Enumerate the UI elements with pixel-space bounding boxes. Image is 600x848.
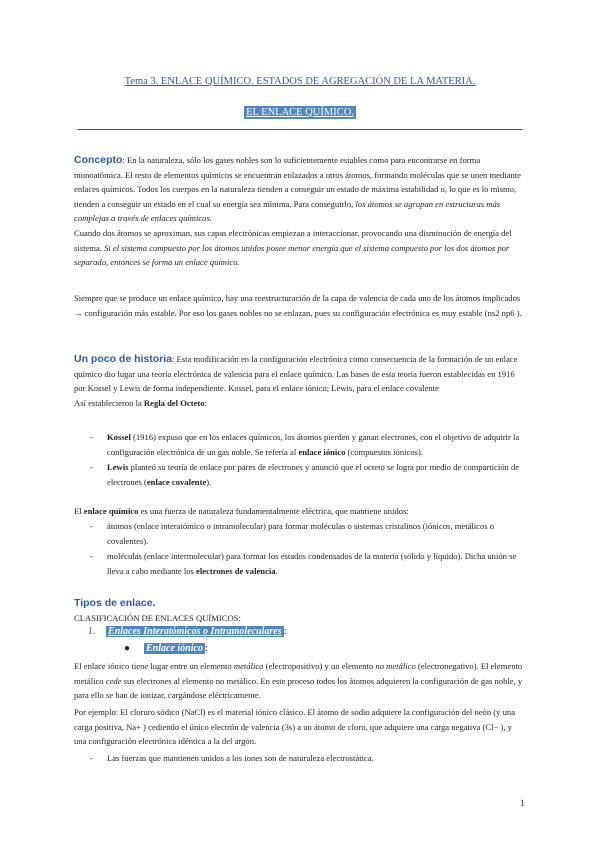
dash-marker: -: [90, 462, 93, 472]
electrostatic-item: - Las fuerzas que mantienen unidos a los iones son de naturaleza electrostática.: [90, 751, 526, 766]
dash-marker: -: [90, 432, 93, 442]
page-number: 1: [520, 798, 525, 808]
divider: [77, 129, 523, 130]
classification-heading: CLASIFICACIÓN DE ENLACES QUÍMICOS:: [74, 613, 241, 623]
dash-marker: -: [90, 753, 93, 763]
ionic-bullet: ● Enlace iónico :: [124, 643, 208, 654]
section-title: EL ENLACE QUÍMICO.: [246, 107, 354, 118]
dash-marker: -: [90, 551, 93, 561]
interatomic-heading: 1. Enlaces Interatómicos o Intramoleculares :: [88, 626, 287, 637]
definition-item-2: - moléculas (enlace intermolecular) para formar los estados condensados de la materia (sólido y líquido). Dicha unión se lleva a cabo mediante los electrones de valencia.: [90, 551, 517, 576]
ionic-paragraph: El enlace iónico tiene lugar entre un elemento metálico (electropositivo) y un elemento no metálico (electronegativo). El elemento metálico cede sus electrones al elemento no metálico. En este proceso todos los átomos adquieren la configuración de gas noble, y para ello se han de ionizar, cargándose eléctricamente.: [74, 661, 523, 701]
definition-paragraph: El enlace químico es una fuerza de naturaleza fundamentalmente eléctrica, que mantiene unidos:: [74, 506, 409, 516]
document-title: Tema 3. ENLACE QUÍMICO. ESTADOS DE AGREGACIÓN DE LA MATERIA.: [124, 76, 476, 87]
history-paragraph: Un poco de historia: Esta modificación en la configuración electrónica como consecuencia de la formación de un enlace químico dio lugar una teoría electrónica de valencia para el enlace químico. Las bases de esta teoría fueron establecidas en 1916 por Kossel y Lewis de forma independiente. Kossel, para el enlace iónico; Lewis, para el enlace covalente Así establecieron la Regla del Octeto:: [74, 353, 518, 408]
definition-item-1: - átomos (enlace interatómico o intramolecular) para formar moléculas o sistemas cristalinos (iónicos, metálicos o covalentes).: [90, 521, 495, 546]
types-heading: Tipos de enlace.: [74, 597, 156, 609]
dash-marker: -: [90, 521, 93, 531]
lewis-item: - Lewis planteó su teoría de enlace por pares de electrones y anunció que el octeto se logra por medio de compartición de electrones (enlace covalente).: [90, 462, 520, 487]
kossel-item: - Kossel (1916) expuso que en los enlaces químicos, los átomos pierden y ganan electrones, con el objetivo de adquirir la configuración electrónica de un gas noble. Se refería al enlace iónico (compuestos iónicos).: [90, 432, 520, 457]
octet-paragraph: Siempre que se produce un enlace químico, hay una reestructuración de la capa de valencia de cada uno de los átomos implicados → configuración más estable. Por eso los gases nobles no se enlazan, pues su configuración electrónica es muy estable (ns2 np6 ).: [74, 293, 522, 318]
example-paragraph: Por ejemplo: El cloruro sódico (NaCl) es el material iónico clásico. El átomo de sodio adquiere la configuración del neón (y una carga positiva, Na+ ) cediendo el único electrón de valencia (3s) a un átomo de cloro, que adquiere una carga negativa (Cl− ), y una configuración electrónica idéntica a la del argón.: [74, 707, 516, 747]
concepto-paragraph: Concepto: En la naturaleza, sólo los gases nobles son lo suficientemente estables como para encontrarse en forma monoatómica. El resto de elementos químicos se encuentran enlazados a otros átomos, formando moléculas que se unen mediante enlaces químicos. Todos los cuerpos en la naturaleza tienden a conseguir un estado de máxima estabilidad o, lo que es lo mismo, tienden a conseguir un estado en el cual su energía sea mínima. Para conseguirlo, los átomos se agrupan en estructuras más complejas a través de enlaces químicos. Cuando dos átomos se aproximan, sus capas electrónicas empiezan a interaccionar, provocando una disminución de energía del sistema. Si el sistema compuesto por los átomos unidos posee menor energía que el sistema compuesto por los dos átomos por separado, entonces se forma un enlace químico.: [74, 154, 521, 268]
